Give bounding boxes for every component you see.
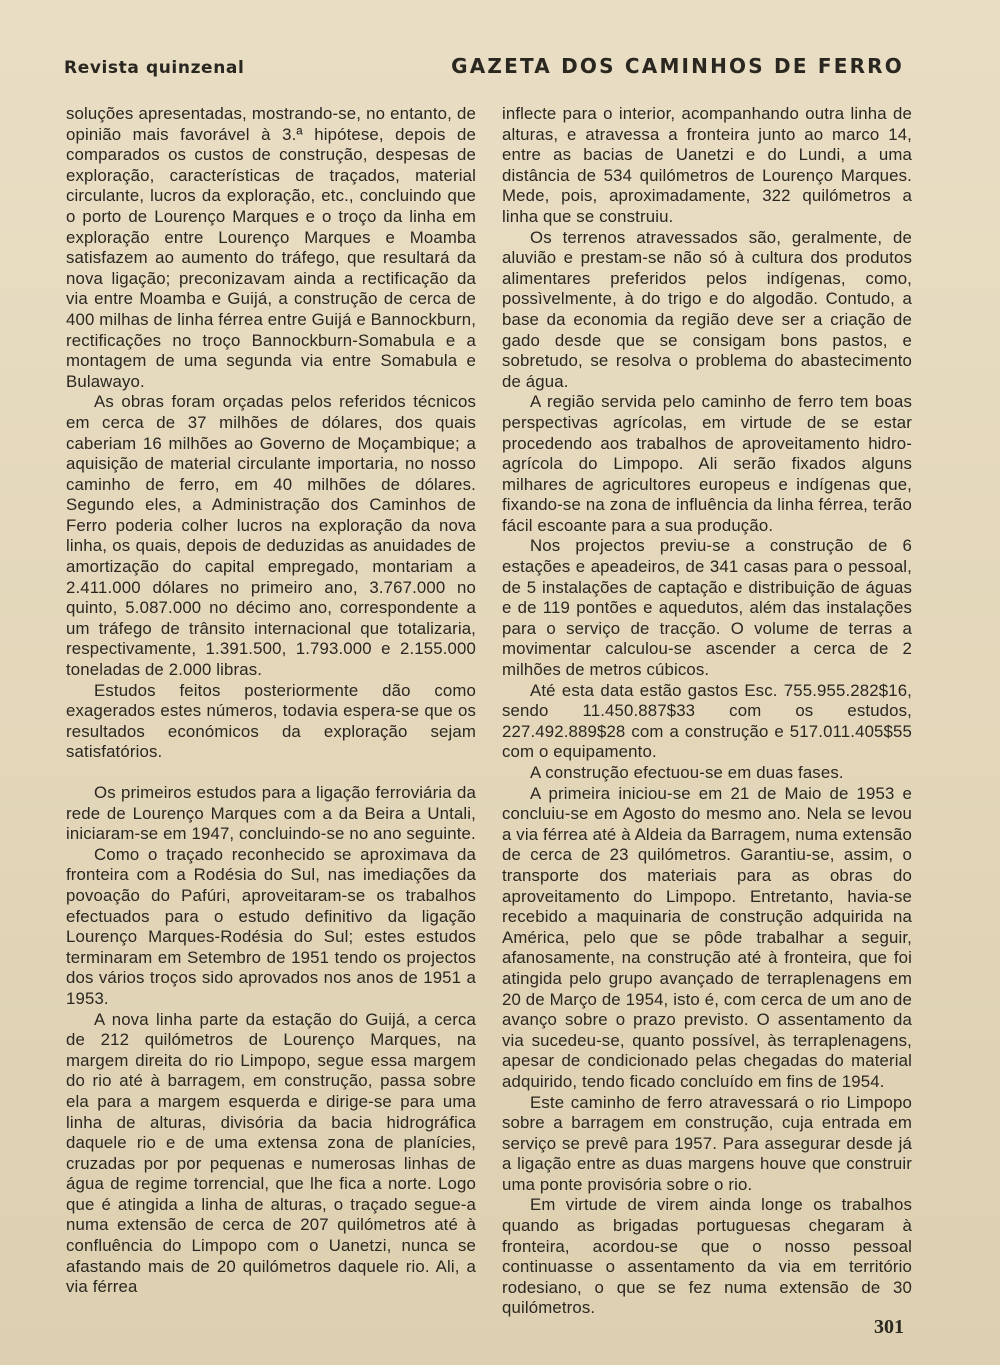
paragraph: Em virtude de virem ainda longe os trabalhos quando as brigadas portuguesas chegaram à fronteira, acordou-se que o nosso pessoal continuasse o assentamento da via em território rodesiano, o que se fez numa extensão de 30 quilómetros.: [502, 1195, 912, 1318]
paragraph: Até esta data estão gastos Esc. 755.955.282$16, sendo 11.450.887$33 com os estudos, 227.492.889$28 com a construção e 517.011.405$55 com o equipamento.: [502, 680, 912, 762]
header-periodicity: Revista quinzenal: [64, 58, 245, 78]
paragraph: A primeira iniciou-se em 21 de Maio de 1953 e concluiu-se em Agosto do mesmo ano. Nela se levou a via férrea até à Aldeia da Barragem, numa extensão de cerca de 23 quilómetros. Garantiu-se, assim, o transporte dos materiais para as obras do aproveitamento do Limpopo. Entretanto, havia-se recebido a maquinaria de construção adquirida na América, pelo que se pôde trabalhar a seguir, afanosamente, na construção até à fronteira, que foi atingida pelo grupo avançado de terraplenagens em 20 de Março de 1954, isto é, com cerca de um ano de avanço sobre o prazo previsto. O assentamento da via sucedeu-se, quanto possível, às terraplenagens, apesar de condicionado pelas chegadas do material adquirido, tendo ficado concluído em fins de 1954.: [502, 783, 912, 1091]
paragraph: soluções apresentadas, mostrando-se, no entanto, de opinião mais favorável à 3.ª hipótese, depois de comparados os custos de construção, despesas de exploração, características de traçados, material circulante, lucros da exploração, etc., concluindo que o porto de Lourenço Marques e o troço da linha em exploração entre Lourenço Marques e Moamba satisfazem ao aumento do tráfego, que resultará da nova ligação; preconizavam ainda a rectificação da via entre Moamba e Guijá, a construção de cerca de 400 milhas de linha férrea entre Guijá e Bannockburn, rectificações no troço Bannockburn-Somabula e a montagem de uma segunda via entre Somabula e Bulawayo.: [66, 104, 477, 391]
paragraph: Este caminho de ferro atravessará o rio Limpopo sobre a barragem em construção, cuja entrada em serviço se prevê para 1957. Para assegurar desde já a ligação entre as duas margens houve que construir uma ponte provisória sobre o rio.: [502, 1092, 912, 1194]
header-journal-title: GAZETA DOS CAMINHOS DE FERRO: [451, 54, 904, 78]
paragraph: A construção efectuou-se em duas fases.: [530, 763, 844, 782]
paragraph: inflecte para o interior, acompanhando outra linha de alturas, e atravessa a fronteira junto ao marco 14, entre as bacias de Uanetzi e do Lundi, a uma distância de 534 quilómetros de Lourenço Marques. Mede, pois, aproximadamente, 322 quilómetros a linha que se construiu.: [502, 104, 912, 226]
text-columns: [66, 104, 912, 1318]
paragraph: A região servida pelo caminho de ferro tem boas perspectivas agrícolas, em virtude de se estar procedendo aos trabalhos de aproveitamento hidro-agrícola do Limpopo. Ali serão fixados alguns milhares de agricultores europeus e indígenas que, fixando-se na zona de influência da linha férrea, terão fácil escoante para a sua produção.: [502, 392, 912, 535]
page-number: 301: [874, 1316, 904, 1338]
left-column: [66, 104, 477, 1297]
paragraph: As obras foram orçadas pelos referidos técnicos em cerca de 37 milhões de dólares, dos quais caberiam 16 milhões ao Governo de Moçambique; a aquisição de material circulante importaria, no nosso caminho de ferro, em 40 milhões de dólares. Segundo eles, a Administração dos Caminhos de Ferro poderia colher lucros na exploração da nova linha, os quais, depois de deduzidas as anuidades de amortização do capital empregado, montariam a 2.411.000 dólares no primeiro ano, 3.767.000 no quinto, 5.087.000 no décimo ano, correspondente a um tráfego de trânsito internacional que totalizaria, respectivamente, 1.391.500, 1.793.000 e 2.155.000 toneladas de 2.000 libras.: [66, 392, 476, 680]
paragraph: A nova linha parte da estação do Guijá, a cerca de 212 quilómetros de Lourenço Marques, na margem direita do rio Limpopo, segue essa margem do rio até à barragem, em construção, passa sobre ela para a margem esquerda e dirige-se para uma linha de alturas, divisória da bacia hidrográfica daquele rio e de uma extensa zona de planícies, cruzadas por por pequenas e numerosas linhas de água de regime torrencial, que lhe fica a norte. Logo que é atingida a linha de alturas, o traçado segue-a numa extensão de cerca de 207 quilómetros até à confluência do Limpopo com o Uanetzi, nunca se afastando mais de 20 quilómetros daquele rio. Ali, a via férrea: [66, 1009, 476, 1297]
paragraph: Os terrenos atravessados são, geralmente, de aluvião e prestam-se não só à cultura dos produtos alimentares preferidos pelos indígenas, como, possìvelmente, à do trigo e do algodão. Contudo, a base da economia da região deve ser a criação de gado desde que se consigam bons pastos, e sobretudo, se resolva o problema do abastecimento de água.: [502, 227, 912, 391]
right-column: [502, 104, 912, 1318]
paragraph: Nos projectos previu-se a construção de 6 estações e apeadeiros, de 341 casas para o pessoal, de 5 instalações de captação e distribuição de águas e de 119 pontões e aquedutos, além das instalações para o serviço de tracção. O volume de terras a movimentar calculou-se ascender a cerca de 2 milhões de metros cúbicos.: [502, 536, 912, 680]
paragraph: Como o traçado reconhecido se aproximava da fronteira com a Rodésia do Sul, nas imediações da povoação do Pafúri, aproveitaram-se os trabalhos efectuados para o estudo definitivo da ligação Lourenço Marques-Rodésia do Sul; estes estudos terminaram em Setembro de 1951 tendo os projectos dos vários troços sido aprovados nos anos de 1951 a 1953.: [66, 844, 476, 1008]
paragraph: Estudos feitos posteriormente dão como exagerados estes números, todavia espera-se que os resultados económicos da exploração sejam satisfatórios.: [66, 680, 476, 762]
paragraph: Os primeiros estudos para a ligação ferroviária da rede de Lourenço Marques com a da Beira a Untali, iniciaram-se em 1947, concluindo-se no ano seguinte.: [66, 783, 476, 844]
running-header: [64, 42, 904, 78]
